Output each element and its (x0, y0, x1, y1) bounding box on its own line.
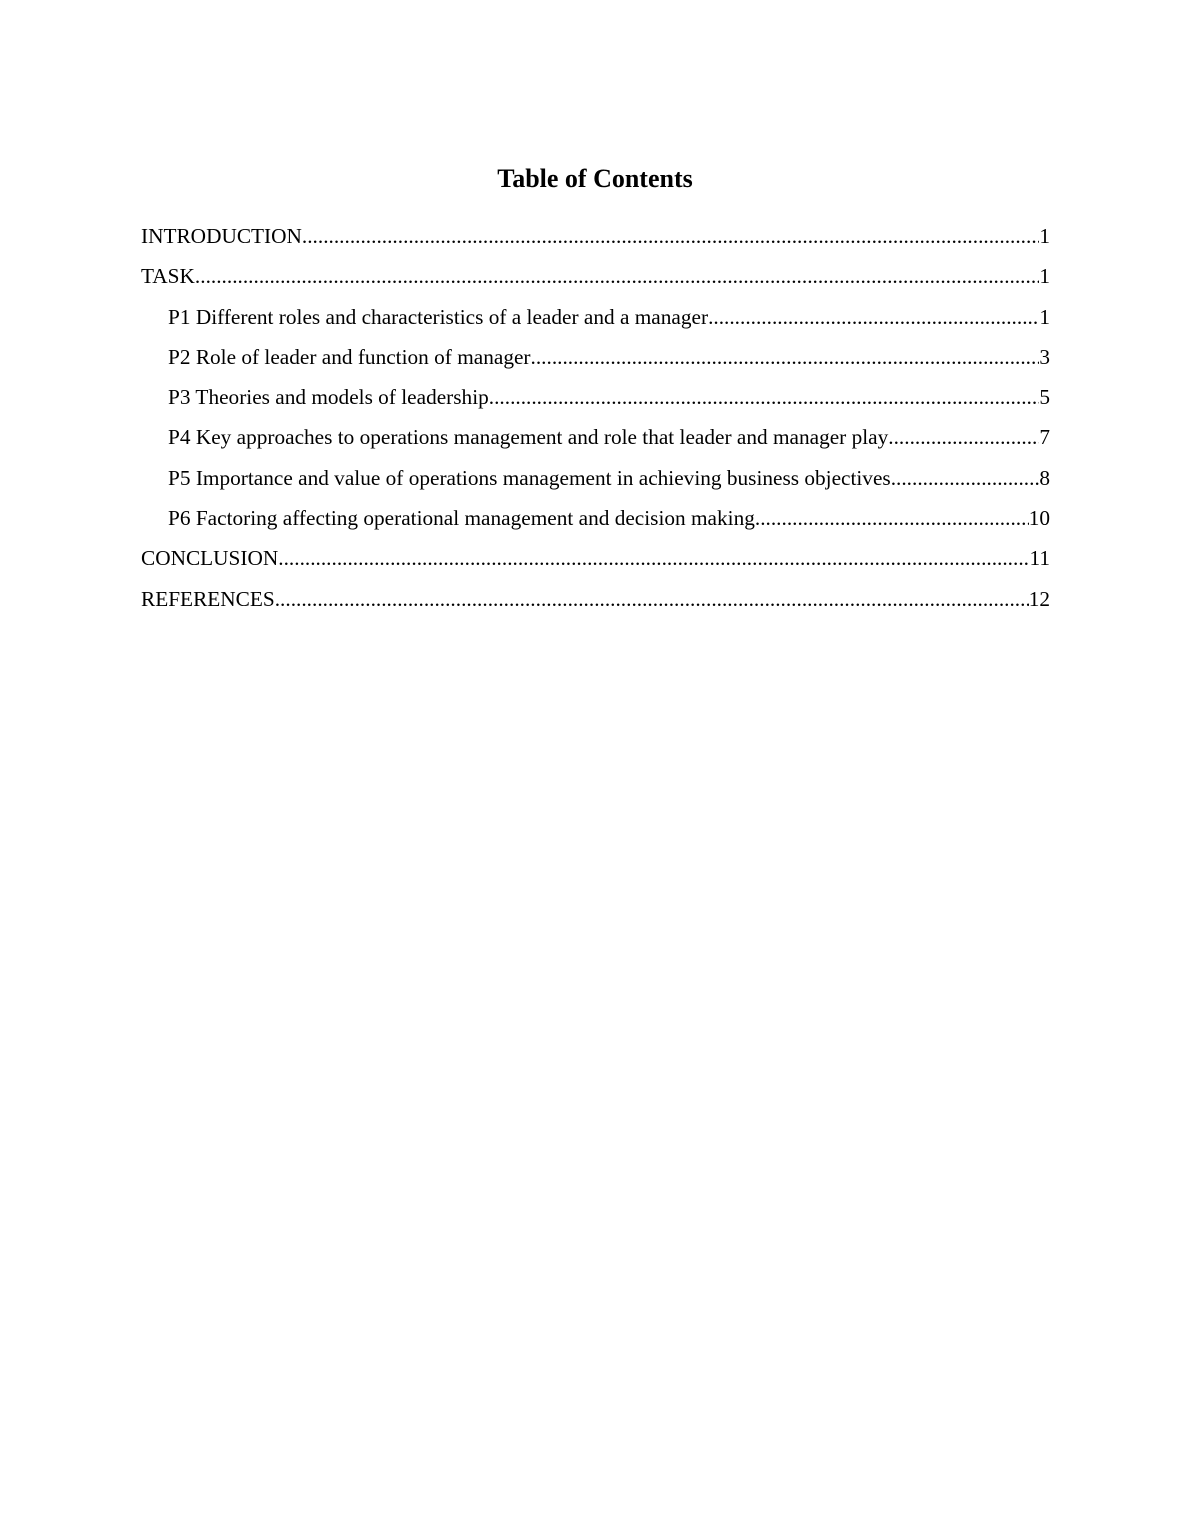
toc-entry-text: INTRODUCTION (141, 224, 302, 248)
toc-entry-text: P6 Factoring affecting operational management and decision making (168, 506, 755, 531)
toc-title: Table of Contents (497, 164, 693, 193)
toc-entry-p4[interactable] (141, 419, 1050, 459)
toc-dot-leader (278, 540, 1029, 576)
toc-entry-text: P3 Theories and models of leadership (168, 385, 489, 410)
toc-entry-text: P4 Key approaches to operations management and role that leader and manager play (168, 425, 889, 450)
toc-dot-leader (275, 581, 1029, 617)
toc-entry-page: 12 (1028, 586, 1050, 611)
toc-entry-page: 11 (1029, 546, 1050, 571)
toc-entry-text: P5 Importance and value of operations management in achieving business objectives (168, 465, 891, 490)
toc-entry-task[interactable] (141, 258, 1050, 298)
toc-entry-p3[interactable] (141, 379, 1050, 419)
toc-dot-leader (891, 460, 1040, 496)
toc-entry-text: TASK (141, 264, 195, 289)
toc-entry-page: 5 (1039, 385, 1050, 410)
toc-dot-leader (755, 500, 1029, 536)
toc-dot-leader (531, 339, 1040, 375)
toc-entry-page: 1 (1039, 304, 1050, 329)
toc-entry-p5[interactable] (141, 460, 1050, 500)
toc-dot-leader (195, 258, 1039, 294)
toc-entry-p6[interactable] (141, 500, 1050, 540)
toc-entry-page: 7 (1039, 425, 1050, 450)
toc-entry-text: P1 Different roles and characteristics of a leader and a manager (168, 304, 709, 329)
toc-entry-p1[interactable] (141, 299, 1050, 339)
toc-entry-references[interactable] (141, 581, 1050, 621)
toc-entry-p2[interactable] (141, 339, 1050, 379)
toc-entry-text: CONCLUSION (141, 546, 279, 571)
toc-entry-page: 3 (1039, 344, 1050, 369)
toc-entry-page: 1 (1039, 224, 1050, 248)
toc-entry-page: 8 (1039, 465, 1050, 490)
toc-entry-page: 10 (1028, 506, 1050, 531)
toc-entry-introduction[interactable] (141, 218, 1050, 258)
toc-entry-conclusion[interactable] (141, 540, 1050, 580)
toc-entry-text: P2 Role of leader and function of manager (168, 344, 531, 369)
toc-dot-leader (708, 299, 1039, 335)
toc-dot-leader (489, 379, 1040, 415)
toc-entry-page: 1 (1039, 264, 1050, 289)
toc-entry-text: REFERENCES (141, 586, 275, 611)
toc-dot-leader (302, 218, 1039, 254)
toc-list (141, 218, 1050, 621)
toc-dot-leader (888, 419, 1039, 455)
